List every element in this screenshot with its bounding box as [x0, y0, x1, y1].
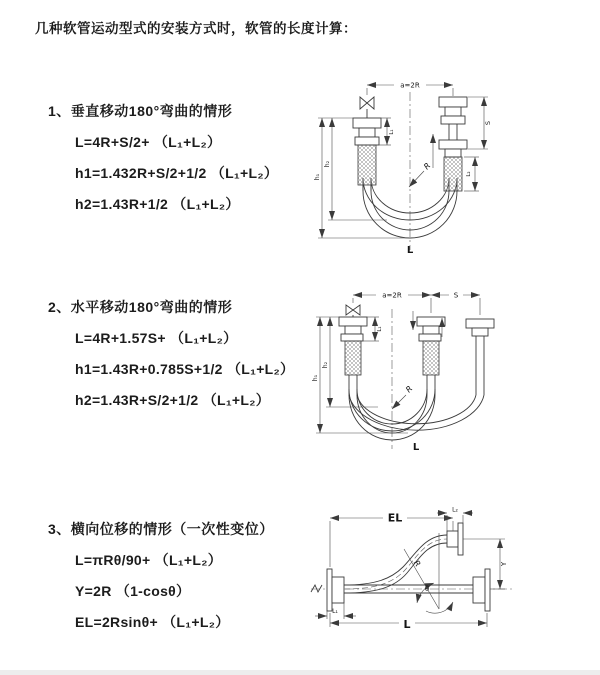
formula-h1: h1=1.43R+0.785S+1/2 （L₁+L₂）: [75, 361, 295, 377]
dim-label-r: R: [404, 384, 415, 395]
dimension-h2: [324, 118, 387, 220]
right-flange: [473, 569, 490, 611]
valve-icon: [346, 305, 360, 317]
dim-label-bottom-l: L: [412, 442, 420, 453]
dim-label-bottom-l: L: [403, 618, 411, 631]
dimension-top: [353, 292, 480, 316]
dim-label-el: EL: [387, 511, 403, 525]
valve-icon: [360, 97, 374, 118]
dim-label-h2: h₂: [322, 361, 329, 369]
upper-flange: [447, 523, 463, 555]
right-fitting: [433, 97, 467, 191]
hose-arcs: [349, 389, 484, 440]
radius-callout: [412, 559, 423, 569]
dim-label-l2: L₂: [466, 171, 472, 177]
diagram-lateral-displacement: [303, 505, 578, 655]
dim-label-y: Y: [500, 561, 508, 567]
diagram-horizontal-180-bend: [308, 283, 548, 455]
dim-label-l1: L₁: [377, 326, 383, 332]
radius-callout: [392, 384, 414, 409]
formula-length: L=4R+S/2+ （L₁+L₂）: [75, 134, 222, 150]
dim-label-a2r: a=2R: [400, 81, 420, 90]
dim-label-h2: h₂: [324, 160, 331, 168]
formula-length: L=4R+1.57S+ （L₁+L₂）: [75, 330, 238, 346]
formula-h2: h2=1.43R+1/2 （L₁+L₂）: [75, 196, 240, 212]
dim-label-s: S: [484, 120, 492, 126]
dimension-s: [468, 97, 492, 149]
section-2-heading: 2、水平移动180°弯曲的情形: [48, 299, 233, 315]
section-3-heading: 3、横向位移的情形（一次性变位）: [48, 521, 274, 537]
formula-h1: h1=1.432R+S/2+1/2 （L₁+L₂）: [75, 165, 279, 181]
formula-y: Y=2R （1-cosθ）: [75, 583, 191, 599]
formula-el: EL=2Rsinθ+ （L₁+L₂）: [75, 614, 230, 630]
dim-label-l1: L₁: [332, 608, 338, 615]
formula-length: L=πRθ/90+ （L₁+L₂）: [75, 552, 223, 568]
formula-h2: h2=1.43R+S/2+1/2 （L₁+L₂）: [75, 392, 271, 408]
diagram-vertical-180-bend: [312, 72, 527, 257]
right-fitting: [466, 319, 494, 395]
left-fitting: [353, 118, 381, 191]
dim-label-r: R: [422, 161, 433, 172]
dim-label-h1: h₁: [314, 173, 321, 181]
dimension-l1: [315, 603, 356, 619]
dim-label-l1: L₁: [389, 129, 395, 135]
dim-label-a2r: a=2R: [382, 291, 402, 300]
middle-fitting: [417, 317, 445, 395]
left-fitting: [339, 317, 367, 395]
section-horizontal-movement: [48, 297, 294, 410]
page-bottom-edge: [0, 670, 600, 675]
dimension-el: [330, 512, 453, 568]
dimension-l2: [464, 157, 479, 191]
dim-label-r: R: [411, 558, 423, 569]
radius-callout: [409, 161, 432, 187]
dim-label-h1: h₁: [312, 374, 319, 382]
dim-label-theta: θ: [424, 585, 430, 593]
dim-label-l2: L₂: [452, 506, 458, 514]
section-1-heading: 1、垂直移动180°弯曲的情形: [48, 103, 233, 119]
dim-label-bottom-l: L: [406, 245, 414, 256]
section-vertical-movement: [48, 101, 278, 214]
left-flange: [327, 569, 344, 611]
dimension-l2: [437, 507, 473, 532]
dim-label-s: S: [453, 291, 459, 300]
section-lateral-displacement: [48, 519, 274, 632]
page-title: 几种软管运动型式的安装方式时，软管的长度计算：: [35, 21, 357, 36]
